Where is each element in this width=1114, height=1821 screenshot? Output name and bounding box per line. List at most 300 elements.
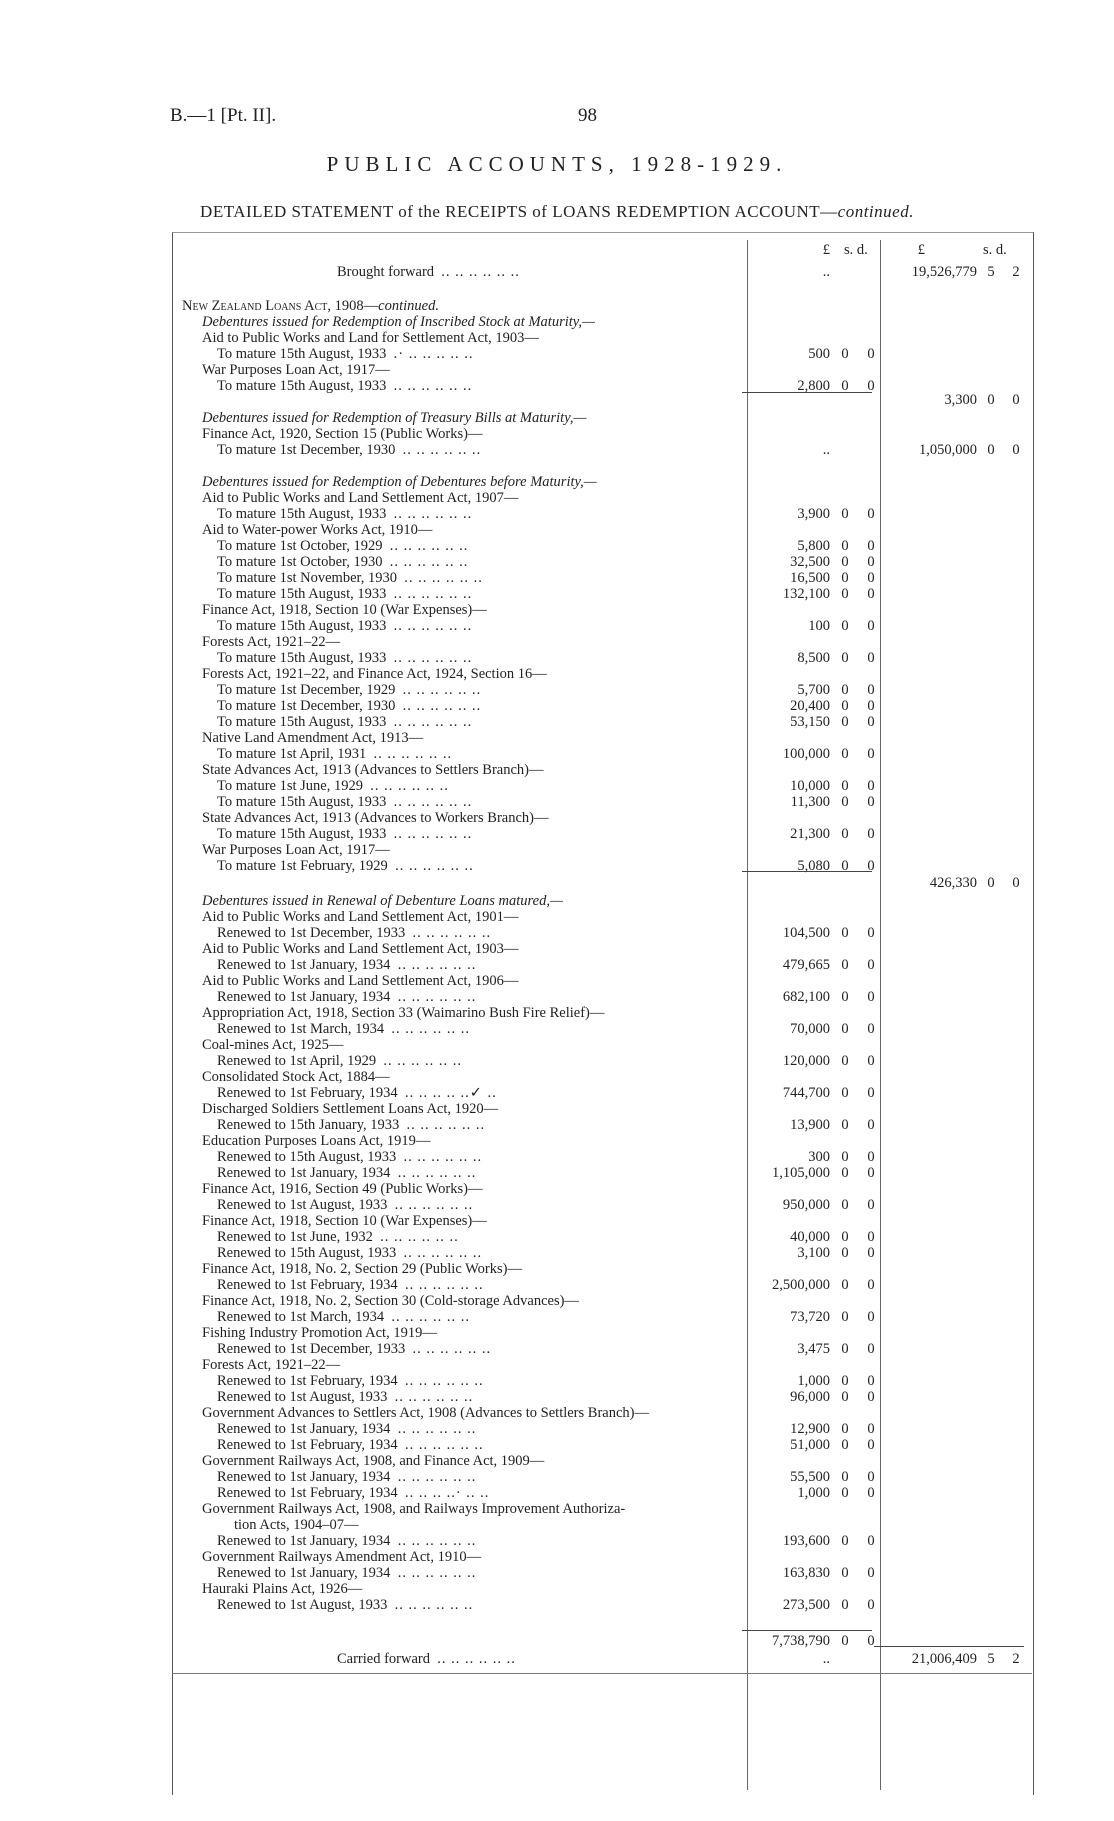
row-pence: 0 — [867, 570, 875, 586]
row-leader-dots: .. .. .. .. .. .. — [397, 1469, 477, 1485]
ledger-row-text — [172, 1405, 777, 1421]
row-amount — [752, 570, 887, 586]
row-shillings: 0 — [841, 1341, 849, 1357]
row-leader-dots: .. .. .. .. .. .. — [406, 1117, 486, 1133]
row-amount — [752, 1117, 887, 1133]
row-label: Renewed to 1st August, 1933 — [217, 1597, 388, 1613]
ledger-row-text — [172, 1037, 777, 1053]
ledger-row-text — [172, 1389, 792, 1405]
row-shillings: 0 — [841, 1165, 849, 1181]
row-label: State Advances Act, 1913 (Advances to Settlers Branch)— — [202, 762, 544, 778]
row-pence: 0 — [867, 378, 875, 394]
row-label: Renewed to 1st March, 1934 — [217, 1309, 385, 1325]
ledger-row-text — [172, 1469, 792, 1485]
row-pence: 0 — [867, 1421, 875, 1437]
row-pounds: 300 — [808, 1149, 830, 1165]
act-heading-text: New Zealand Loans Act, 1908— — [182, 298, 379, 314]
row-pounds: 2,500,000 — [772, 1277, 830, 1293]
carried-forward-d: 2 — [1012, 1651, 1020, 1667]
ledger-row-text — [172, 714, 792, 730]
row-pounds: 73,720 — [790, 1309, 830, 1325]
row-shillings: 0 — [841, 1085, 849, 1101]
row-amount — [752, 746, 887, 762]
row-pence: 0 — [867, 1565, 875, 1581]
row-label: Finance Act, 1920, Section 15 (Public Works)— — [202, 426, 483, 442]
row-shillings: 0 — [841, 1277, 849, 1293]
row-pence: 0 — [867, 1389, 875, 1405]
row-label: To mature 15th August, 1933 — [217, 586, 387, 602]
ledger-row-text — [172, 1437, 792, 1453]
row-pence: 0 — [867, 1053, 875, 1069]
row-label: To mature 15th August, 1933 — [217, 506, 387, 522]
row-shillings: 0 — [841, 698, 849, 714]
row-pence: 0 — [867, 957, 875, 973]
ledger-row-text — [172, 973, 777, 989]
row-amount — [752, 1341, 887, 1357]
ledger-row-text — [172, 1549, 777, 1565]
row-amount — [752, 698, 887, 714]
row-pounds: 70,000 — [790, 1021, 830, 1037]
row-amount — [752, 826, 887, 842]
row-leader-dots: .. .. .. .. .. .. — [402, 442, 482, 458]
row-label: Renewed to 15th January, 1933 — [217, 1117, 400, 1133]
ledger-row-text — [172, 730, 777, 746]
row-pounds: 8,500 — [797, 650, 830, 666]
row-pence: 0 — [867, 778, 875, 794]
row-leader-dots: .. .. .. .. .. .. — [391, 1021, 470, 1037]
ledger-row-text — [172, 682, 792, 698]
brought-forward-s: 5 — [987, 264, 995, 280]
ledger-row-text — [172, 1421, 792, 1437]
row-leader-dots: .. .. .. .. .. .. — [397, 1565, 477, 1581]
row-label: To mature 15th August, 1933 — [217, 826, 387, 842]
ledger-row-text — [172, 634, 777, 650]
ledger-row-text — [172, 957, 792, 973]
row-pounds: 744,700 — [782, 1085, 830, 1101]
row-pounds: 3,100 — [797, 1245, 830, 1261]
inscribed-total-amount: 3,300 — [944, 392, 977, 408]
row-pounds: 104,500 — [782, 925, 830, 941]
row-pounds: 51,000 — [790, 1437, 830, 1453]
row-pence: 0 — [867, 714, 875, 730]
brought-forward-col1 — [752, 264, 887, 280]
carried-forward-dots: .. .. .. .. .. .. — [437, 1651, 516, 1667]
row-shillings: 0 — [841, 1245, 849, 1261]
row-label: To mature 1st February, 1929 — [217, 858, 388, 874]
inscribed-total — [885, 392, 1032, 408]
ledger-row-text — [172, 330, 777, 346]
row-shillings: 0 — [841, 858, 849, 874]
ledger-row-text — [172, 1277, 792, 1293]
row-shillings: 0 — [841, 618, 849, 634]
row-label: Forests Act, 1921–22, and Finance Act, 1924, Section 16— — [202, 666, 547, 682]
row-label: To mature 1st November, 1930 — [217, 570, 398, 586]
row-pounds: 193,600 — [782, 1533, 830, 1549]
row-leader-dots: .. .. .. .. .. .. — [397, 1165, 477, 1181]
row-amount — [752, 1021, 887, 1037]
row-leader-dots: .. .. .. .. ..✓ .. — [404, 1085, 497, 1101]
row-leader-dots: .. .. .. .. .. .. — [373, 746, 453, 762]
col2-sd-header: s. d. — [983, 242, 1007, 258]
row-leader-dots: .. .. .. .. .. .. — [402, 682, 482, 698]
row-shillings: 0 — [841, 1373, 849, 1389]
ledger-row-text — [172, 925, 792, 941]
row-pounds: 479,665 — [782, 957, 830, 973]
ledger-row-text — [172, 1501, 777, 1517]
row-pence: 0 — [867, 989, 875, 1005]
ledger-row-text — [172, 362, 777, 378]
ledger-row-text — [172, 794, 792, 810]
row-label: To mature 1st April, 1931 — [217, 746, 367, 762]
row-shillings: 0 — [841, 506, 849, 522]
row-pence: 0 — [867, 1309, 875, 1325]
inscribed-heading: Debentures issued for Redemption of Inscribed Stock at Maturity,— — [202, 314, 595, 330]
row-shillings: 0 — [841, 554, 849, 570]
row-amount — [752, 538, 887, 554]
row-label: Renewed to 1st January, 1934 — [217, 989, 391, 1005]
row-amount — [752, 1565, 887, 1581]
row-label: Renewed to 1st December, 1933 — [217, 925, 406, 941]
row-amount — [752, 650, 887, 666]
ledger-row-text — [172, 1133, 777, 1149]
ledger-row-text — [172, 1517, 809, 1533]
row-pence: 0 — [867, 1597, 875, 1613]
row-label: Renewed to 1st February, 1934 — [217, 1485, 398, 1501]
carried-forward-amount: 21,006,409 — [911, 1651, 977, 1667]
before-maturity-total-amount: 426,330 — [929, 875, 977, 891]
row-pounds: 11,300 — [790, 794, 830, 810]
row-pounds: 32,500 — [790, 554, 830, 570]
row-amount — [752, 442, 887, 458]
row-leader-dots: .. .. .. ..· .. .. — [404, 1485, 490, 1501]
row-amount — [752, 1165, 887, 1181]
row-leader-dots: .. .. .. .. .. .. — [402, 698, 482, 714]
row-amount — [752, 1389, 887, 1405]
row-label: Renewed to 1st January, 1934 — [217, 1565, 391, 1581]
row-leader-dots: .. .. .. .. .. .. — [394, 1197, 474, 1213]
row-label: Discharged Soldiers Settlement Loans Act, 1920— — [202, 1101, 499, 1117]
row-pence: 0 — [867, 746, 875, 762]
row-label: Renewed to 1st February, 1934 — [217, 1085, 398, 1101]
ledger-row-text — [172, 554, 792, 570]
ledger-row-text — [172, 1293, 777, 1309]
row-pence: 0 — [867, 826, 875, 842]
ledger-row-text — [172, 602, 777, 618]
row-shillings: 0 — [841, 925, 849, 941]
row-leader-dots: .. .. .. .. .. .. — [383, 1053, 462, 1069]
row-pounds: 100 — [808, 618, 830, 634]
row-leader-dots: .. .. .. .. .. .. — [404, 1437, 484, 1453]
ledger-row-text — [172, 522, 777, 538]
row-amount — [752, 1085, 887, 1101]
ledger-row-text — [172, 490, 777, 506]
ledger-row-text — [172, 1165, 792, 1181]
row-pence: 0 — [867, 1341, 875, 1357]
row-pounds: 21,300 — [790, 826, 830, 842]
row-label: Renewed to 15th August, 1933 — [217, 1245, 397, 1261]
row-leader-dots: .. .. .. .. .. .. — [404, 570, 483, 586]
page-number: 98 — [578, 105, 597, 126]
ledger-row-text — [172, 858, 792, 874]
row-amount — [752, 1485, 887, 1501]
row-label: tion Acts, 1904–07— — [234, 1517, 359, 1533]
row-shillings: 0 — [841, 1149, 849, 1165]
renewal-subtotal-s: 0 — [841, 1633, 849, 1649]
ledger-row-text — [172, 1453, 777, 1469]
row-label: Renewed to 1st June, 1932 — [217, 1229, 373, 1245]
treasury-heading: Debentures issued for Redemption of Treasury Bills at Maturity,— — [202, 410, 587, 426]
row-pence: 0 — [867, 1437, 875, 1453]
column-divider-2 — [880, 240, 881, 1790]
row-pounds: 1,105,000 — [772, 1165, 830, 1181]
row-label: Aid to Public Works and Land Settlement Act, 1906— — [202, 973, 519, 989]
row-pounds: 3,900 — [797, 506, 830, 522]
row-amount — [752, 989, 887, 1005]
row-pounds: 100,000 — [782, 746, 830, 762]
brought-forward-col1-value: .. — [822, 264, 830, 280]
ledger-row-text — [172, 346, 792, 362]
row-shillings: 0 — [841, 1229, 849, 1245]
row-label: War Purposes Loan Act, 1917— — [202, 362, 390, 378]
row-shillings: 0 — [841, 1565, 849, 1581]
ledger-row-text — [172, 538, 792, 554]
row-shillings: 0 — [841, 1597, 849, 1613]
row-leader-dots: .· .. .. .. .. .. — [393, 346, 474, 362]
row-leader-dots: .. .. .. .. .. .. — [397, 957, 477, 973]
row-pounds: 1,000 — [797, 1373, 830, 1389]
subtitle-text: DETAILED STATEMENT of the RECEIPTS of LOANS REDEMPTION ACCOUNT— — [200, 202, 838, 221]
ledger-row-text — [172, 1069, 777, 1085]
row-amount — [752, 1309, 887, 1325]
row-pounds: 13,900 — [790, 1117, 830, 1133]
carried-forward-s: 5 — [987, 1651, 995, 1667]
row-pounds: 5,700 — [797, 682, 830, 698]
row-leader-dots: .. .. .. .. .. .. — [393, 714, 473, 730]
carried-forward-rule — [874, 1646, 1024, 1647]
row-amount — [752, 506, 887, 522]
row-label: Renewed to 1st January, 1934 — [217, 1469, 391, 1485]
ledger-row-text — [172, 1117, 792, 1133]
row-amount — [752, 1437, 887, 1453]
row-leader-dots: .. .. .. .. .. .. — [393, 618, 473, 634]
row-label: To mature 1st October, 1929 — [217, 538, 383, 554]
row-leader-dots: .. .. .. .. .. .. — [391, 1309, 470, 1325]
row-leader-dots: .. .. .. .. .. .. — [397, 1533, 477, 1549]
row-label: Renewed to 1st February, 1934 — [217, 1373, 398, 1389]
row-label: Forests Act, 1921–22— — [202, 1357, 341, 1373]
row-pounds: 3,475 — [797, 1341, 830, 1357]
row-amount — [752, 682, 887, 698]
row-amount — [752, 1245, 887, 1261]
row-label: Renewed to 1st December, 1933 — [217, 1341, 406, 1357]
row-label: Renewed to 1st February, 1934 — [217, 1277, 398, 1293]
ledger-row-text — [172, 1309, 792, 1325]
row-pence: 0 — [867, 1021, 875, 1037]
row-leader-dots: .. .. .. .. .. .. — [393, 506, 473, 522]
row-leader-dots: .. .. .. .. .. .. — [394, 1389, 474, 1405]
inscribed-total-d: 0 — [1012, 392, 1020, 408]
row-label: War Purposes Loan Act, 1917— — [202, 842, 390, 858]
row-pounds: 950,000 — [782, 1197, 830, 1213]
col2-pounds-header: £ — [917, 242, 925, 258]
before-maturity-total — [885, 875, 1032, 891]
row-pence: 0 — [867, 650, 875, 666]
row-pounds: 132,100 — [782, 586, 830, 602]
carried-forward-col1 — [752, 1651, 887, 1667]
row-pence: 0 — [867, 1085, 875, 1101]
treasury-total — [885, 442, 1032, 458]
row-amount — [752, 957, 887, 973]
row-label: Finance Act, 1918, No. 2, Section 29 (Public Works)— — [202, 1261, 522, 1277]
row-leader-dots: .. .. .. .. .. .. — [389, 554, 469, 570]
row-label: Hauraki Plains Act, 1926— — [202, 1581, 363, 1597]
row-amount — [752, 1469, 887, 1485]
ledger-row-text — [172, 1085, 792, 1101]
row-pence: 0 — [867, 1277, 875, 1293]
renewal-rule — [742, 1630, 872, 1631]
row-amount — [752, 346, 887, 362]
ledger-row-text — [172, 666, 777, 682]
ledger-row-text — [172, 1005, 777, 1021]
act-heading-cont: continued. — [378, 298, 439, 314]
renewal-subtotal-amount: 7,738,790 — [772, 1633, 830, 1649]
inscribed-rule — [742, 392, 872, 393]
row-shillings: 0 — [841, 1309, 849, 1325]
row-leader-dots: .. .. .. .. .. .. — [395, 858, 474, 874]
ledger-row-text — [172, 1101, 777, 1117]
ledger-row-text — [172, 778, 792, 794]
col1-header — [752, 242, 887, 258]
row-shillings: 0 — [841, 714, 849, 730]
row-label: To mature 15th August, 1933 — [217, 714, 387, 730]
row-leader-dots: .. .. .. .. .. .. — [403, 1149, 483, 1165]
ledger-row-text — [172, 909, 777, 925]
before-maturity-heading: Debentures issued for Redemption of Debentures before Maturity,— — [202, 474, 597, 490]
row-pence: 0 — [867, 1117, 875, 1133]
row-label: To mature 15th August, 1933 — [217, 618, 387, 634]
row-label: Government Railways Act, 1908, and Railways Improvement Authoriza- — [202, 1501, 626, 1517]
before-maturity-rule — [742, 871, 872, 872]
row-shillings: 0 — [841, 1437, 849, 1453]
row-label: Government Railways Act, 1908, and Finance Act, 1909— — [202, 1453, 545, 1469]
ledger-row-text — [172, 650, 792, 666]
ledger-row-text — [172, 842, 777, 858]
row-label: Government Advances to Settlers Act, 1908 (Advances to Settlers Branch)— — [202, 1405, 649, 1421]
row-leader-dots: .. .. .. .. .. .. — [389, 538, 469, 554]
row-leader-dots: .. .. .. .. .. .. — [403, 1245, 483, 1261]
row-label: Education Purposes Loans Act, 1919— — [202, 1133, 431, 1149]
row-label: Aid to Public Works and Land Settlement Act, 1901— — [202, 909, 519, 925]
brought-forward-col2 — [885, 264, 1032, 280]
before-maturity-total-d: 0 — [1012, 875, 1020, 891]
row-amount — [752, 1597, 887, 1613]
ledger-row-text — [172, 378, 792, 394]
row-leader-dots: .. .. .. .. .. .. — [393, 826, 473, 842]
ledger-row-text — [172, 1229, 792, 1245]
row-pence: 0 — [867, 618, 875, 634]
row-amount — [752, 778, 887, 794]
page-title: PUBLIC ACCOUNTS, 1928-1929. — [326, 152, 788, 176]
row-label: Appropriation Act, 1918, Section 33 (Waimarino Bush Fire Relief)— — [202, 1005, 605, 1021]
row-leader-dots: .. .. .. .. .. .. — [370, 778, 449, 794]
row-label: Consolidated Stock Act, 1884— — [202, 1069, 390, 1085]
row-shillings: 0 — [841, 1389, 849, 1405]
row-amount — [752, 1197, 887, 1213]
row-label: To mature 1st December, 1930 — [217, 698, 396, 714]
row-label: Native Land Amendment Act, 1913— — [202, 730, 424, 746]
subtitle-continued: continued. — [837, 202, 914, 221]
row-label: Renewed to 1st August, 1933 — [217, 1197, 388, 1213]
row-label: Aid to Public Works and Land Settlement Act, 1903— — [202, 941, 519, 957]
ledger-row-text — [172, 1533, 792, 1549]
ledger-row-text — [172, 1053, 792, 1069]
row-shillings: 0 — [841, 1421, 849, 1437]
ledger-row-text — [172, 1213, 777, 1229]
ledger-row-text — [172, 1565, 792, 1581]
row-label: Renewed to 1st March, 1934 — [217, 1021, 385, 1037]
row-amount — [752, 618, 887, 634]
row-pounds: 40,000 — [790, 1229, 830, 1245]
row-shillings: 0 — [841, 346, 849, 362]
ledger-row-text — [172, 1181, 777, 1197]
row-leader-dots: .. .. .. .. .. .. — [394, 1597, 474, 1613]
ledger-row-text — [172, 1357, 777, 1373]
ledger-row-text — [172, 826, 792, 842]
row-pounds: 5,080 — [797, 858, 830, 874]
row-label: To mature 15th August, 1933 — [217, 794, 387, 810]
row-label: Finance Act, 1918, Section 10 (War Expenses)— — [202, 1213, 487, 1229]
row-pounds: .. — [822, 442, 830, 458]
row-pence: 0 — [867, 1469, 875, 1485]
row-pounds: 163,830 — [782, 1565, 830, 1581]
row-shillings: 0 — [841, 378, 849, 394]
row-label: To mature 15th August, 1933 — [217, 650, 387, 666]
row-pence: 0 — [867, 858, 875, 874]
ledger-row-text — [172, 426, 777, 442]
ledger-row-text — [172, 989, 792, 1005]
row-shillings: 0 — [841, 1469, 849, 1485]
ledger-row-text — [172, 570, 792, 586]
ledger-row-text — [172, 1597, 792, 1613]
row-amount — [752, 714, 887, 730]
row-label: Finance Act, 1918, No. 2, Section 30 (Cold-storage Advances)— — [202, 1293, 579, 1309]
row-pence: 0 — [867, 925, 875, 941]
row-label: Renewed to 1st January, 1934 — [217, 957, 391, 973]
col2-header — [885, 242, 1032, 258]
row-pence: 0 — [867, 1373, 875, 1389]
carried-forward-total — [885, 1651, 1032, 1667]
row-pence: 0 — [867, 794, 875, 810]
row-pence: 0 — [867, 538, 875, 554]
row-pounds: 10,000 — [790, 778, 830, 794]
ledger-row-text — [172, 506, 792, 522]
ledger-row-text — [172, 762, 777, 778]
row-label: Renewed to 1st January, 1934 — [217, 1533, 391, 1549]
row-shillings: 0 — [841, 826, 849, 842]
row-pounds: 1,000 — [797, 1485, 830, 1501]
row-leader-dots: .. .. .. .. .. .. — [412, 1341, 492, 1357]
ledger-row-text — [172, 941, 777, 957]
row-amount — [752, 586, 887, 602]
ledger-row-text — [172, 1197, 792, 1213]
row-leader-dots: .. .. .. .. .. .. — [404, 1373, 484, 1389]
row-pounds: 53,150 — [790, 714, 830, 730]
row-shillings: 0 — [841, 570, 849, 586]
renewal-subtotal-d: 0 — [867, 1633, 875, 1649]
row-pence: 0 — [867, 346, 875, 362]
col1-sd-header: s. d. — [844, 242, 868, 258]
brought-forward-dots: .. .. .. .. .. .. — [441, 264, 520, 280]
